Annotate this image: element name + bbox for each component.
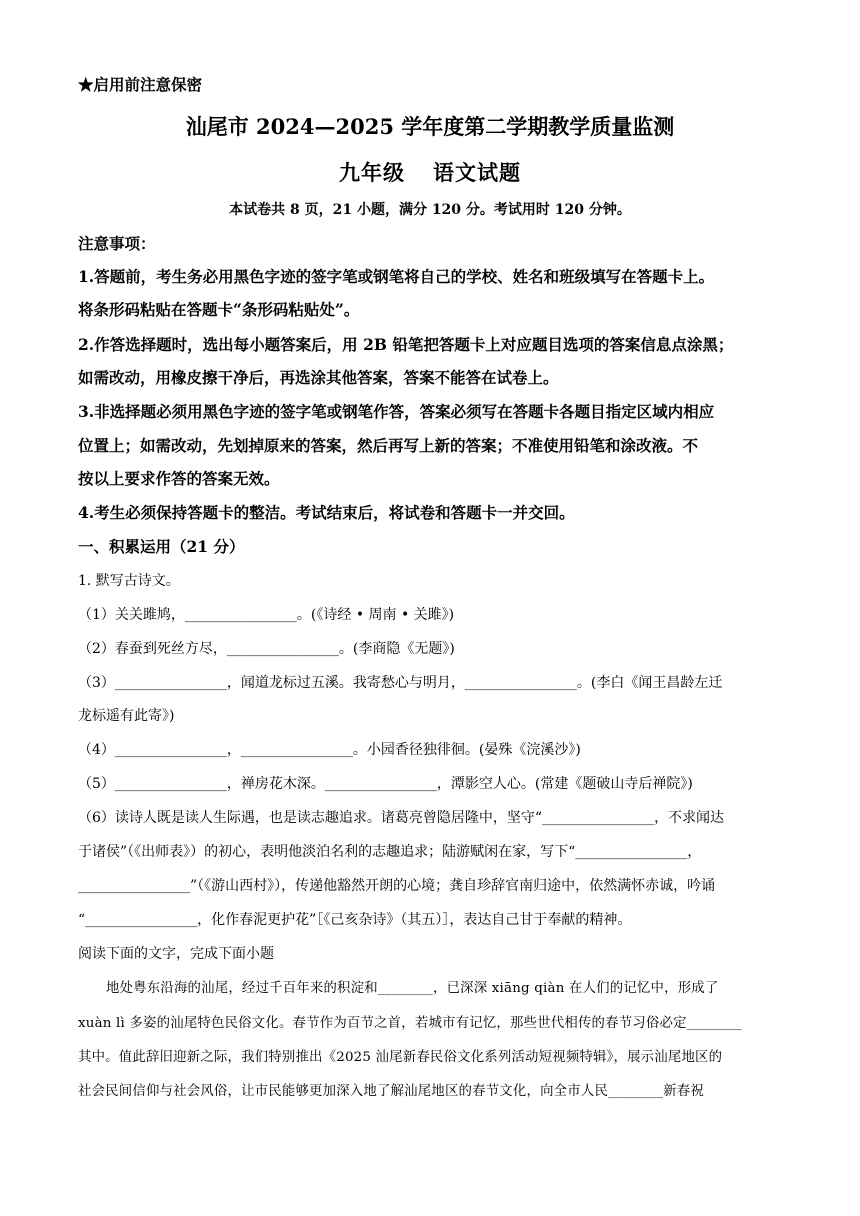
page-subtitle xyxy=(0,157,860,187)
question-line: （6）读诗人既是读人生际遇，也是读志趣追求。诸葛亮曾隐居隆中，坚守“________________，不求闻达 xyxy=(78,810,725,826)
notice-line: 如需改动，用橡皮擦干净后，再选涂其他答案，答案不能答在试卷上。 xyxy=(78,368,559,387)
question-line: （1）关关雎鸠，________________。(《诗经 • 周南 • 关雎》) xyxy=(78,607,455,623)
subject-label: 语文试题 xyxy=(433,160,521,185)
passage-line: 地处粤东沿海的汕尾，经过千百年来的积淀和________，已深深 xiāng qiàn 在人们的记忆中，形成了 xyxy=(106,981,719,996)
question-line: （3）________________，闻道龙标过五溪。我寄愁心与明月，________________。(李白《闻王昌龄左迁 xyxy=(78,675,723,691)
notice-line: 3.非选择题必须用黑色字迹的签字笔或钢笔作答，答案必须写在答题卡各题目指定区域内相应 xyxy=(78,402,715,421)
paper-info: 本试卷共 8 页，21 小题，满分 120 分。考试用时 120 分钟。 xyxy=(229,202,631,218)
question-line: （4）________________，________________。小园香径独徘徊。(晏殊《浣溪沙》) xyxy=(78,742,581,758)
question-line: 于诸侯”（《出师表》）的初心，表明他淡泊名利的志趣追求；陆游赋闲在家，写下“________________， xyxy=(78,844,702,860)
notice-line: 将条形码粘贴在答题卡“条形码粘贴处”。 xyxy=(78,300,360,319)
question-line: （5）________________，禅房花木深。________________，潭影空人心。(常建《题破山寺后禅院》) xyxy=(78,776,693,792)
question-title: 1. 默写古诗文。 xyxy=(78,573,180,589)
question-line: 龙标遥有此寄》) xyxy=(78,708,175,724)
question-line: “________________，化作春泥更护花”［《己亥杂诗》（其五）］，表达自己甘于奉献的精神。 xyxy=(78,912,632,928)
notice-line: 按以上要求作答的答案无效。 xyxy=(78,469,280,488)
notice-line: 4.考生必须保持答题卡的整洁。考试结束后，将试卷和答题卡一并交回。 xyxy=(78,503,575,522)
page-title: 汕尾市 2024—2025 学年度第二学期教学质量监测 xyxy=(185,114,675,139)
section-heading: 一、积累运用（21 分） xyxy=(78,537,245,556)
passage-line: 社会民间信仰与社会风俗，让市民能够更加深入地了解汕尾地区的春节文化，向全市人民________新春祝 xyxy=(78,1084,704,1099)
question-line: ________________”（《游山西村》），传递他豁然开朗的心境；龚自珍辞官南归途中，依然满怀赤诚，吟诵 xyxy=(78,878,716,894)
notice-line: 1.答题前，考生务必用黑色字迹的签字笔或钢笔将自己的学校、姓名和班级填写在答题卡上。 xyxy=(78,267,715,286)
reading-intro: 阅读下面的文字，完成下面小题 xyxy=(78,946,274,962)
question-line: （2）春蚕到死丝方尽，________________。(李商隐《无题》) xyxy=(78,641,455,657)
secret-mark: ★启用前注意保密 xyxy=(78,75,203,94)
passage-line: 其中。值此辞旧迎新之际，我们特别推出《2025 汕尾新春民俗文化系列活动短视频特辑》，展示汕尾地区的 xyxy=(78,1050,723,1065)
notice-line: 位置上；如需改动，先划掉原来的答案，然后再写上新的答案；不准使用铅笔和涂改液。不 xyxy=(78,436,699,455)
grade-label: 九年级 xyxy=(339,160,405,185)
notice-heading: 注意事项： xyxy=(78,234,156,253)
notice-line: 2.作答选择题时，选出每小题答案后，用 2B 铅笔把答题卡上对应题目选项的答案信息点涂黑； xyxy=(78,335,734,354)
passage-line: xuàn lì 多姿的汕尾特色民俗文化。春节作为百节之首，若城市有记忆，那些世代相传的春节习俗必定________ xyxy=(78,1016,742,1031)
